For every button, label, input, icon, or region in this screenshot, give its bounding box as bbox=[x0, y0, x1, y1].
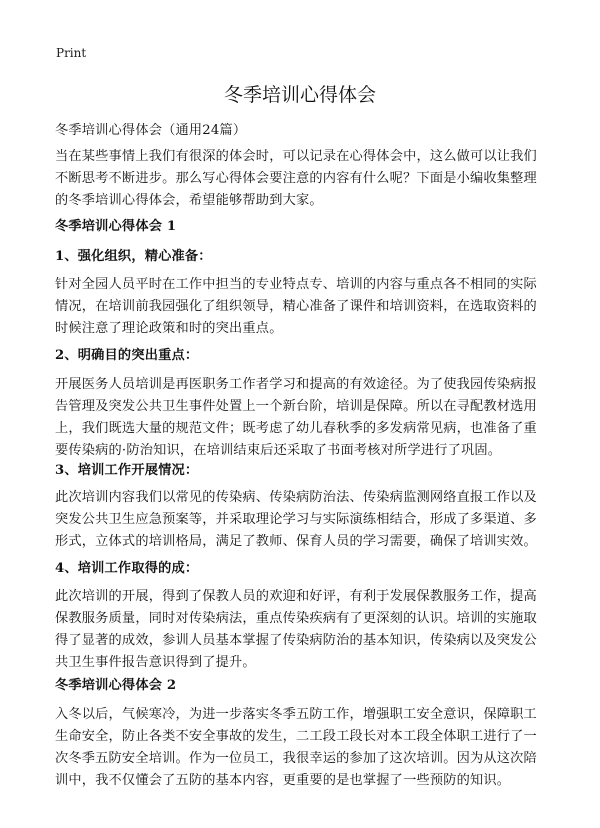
item-2-paragraph: 开展医务人员培训是再医职务工作者学习和提高的有效途径。为了使我园传染病报告管理及突发公共卫生事件处置上一个新台阶，培训是保障。所以在寻配教材选用上，我们既选大量的规范文件；既考虑了幼儿春秋季的多发病常见病，也准备了重要传染病的·防治知识，在培训结束后还采取了书面考核对所学进行了巩固。 bbox=[55, 377, 537, 458]
section-2-paragraph: 入冬以后，气候寒冷，为进一步落实冬季五防工作，增强职工安全意识，保障职工生命安全，防止各类不安全事故的发生，二工段工段长对本工段全体职工进行了一次冬季五防安全培训。作为一位员工，我很幸运的参加了这次培训。因为从这次陪训中，我不仅懂会了五防的基本内容，更重要的是也掌握了一些预防的知识。 bbox=[55, 707, 537, 788]
section-1-heading: 冬季培训心得体会 1 bbox=[55, 219, 177, 234]
print-label: Print bbox=[56, 46, 87, 60]
section-2-heading: 冬季培训心得体会 2 bbox=[55, 678, 177, 693]
item-3-heading: 3、培训工作开展情况： bbox=[55, 463, 199, 478]
item-1-paragraph: 针对全园人员平时在工作中担当的专业特点专、培训的内容与重点各不相同的实际情况，在培训前我园强化了组织领导，精心准备了课件和培训资料，在选取资料的时候注意了理论政策和时的突出重点。 bbox=[55, 277, 537, 336]
item-4-paragraph: 此次培训的开展，得到了保教人员的欢迎和好评，有利于发展保教服务工作，提高保教服务质量，同时对传染病法，重点传染疾病有了更深刻的认识。培训的实施取得了显著的成效，参训人员基本掌握了传染病防治的基本知识，传染病以及突发公共卫生事件报告意识得到了提升。 bbox=[55, 589, 537, 670]
item-2-heading: 2、明确目的突出重点： bbox=[55, 348, 199, 363]
page-title: 冬季培训心得体会 bbox=[223, 84, 376, 106]
intro-paragraph: 当在某些事情上我们有很深的体会时，可以记录在心得体会中，这么做可以让我们不断思考不断进步。那么写心得体会要注意的内容有什么呢？下面是小编收集整理的冬季培训心得体会，希望能够帮助到大家。 bbox=[55, 149, 537, 208]
item-4-heading: 4、培训工作取得的成： bbox=[55, 561, 199, 576]
item-1-heading: 1、强化组织，精心准备： bbox=[55, 249, 212, 264]
document-subtitle: 冬季培训心得体会（通用24篇） bbox=[55, 123, 247, 138]
item-3-paragraph: 此次培训内容我们以常见的传染病、传染病防治法、传染病监测网络直报工作以及突发公共卫生应急预案等，并采取理论学习与实际演练相结合，形成了多渠道、多形式，立体式的培训格局，满足了教师、保育人员的学习需要，确保了培训实效。 bbox=[55, 490, 537, 549]
